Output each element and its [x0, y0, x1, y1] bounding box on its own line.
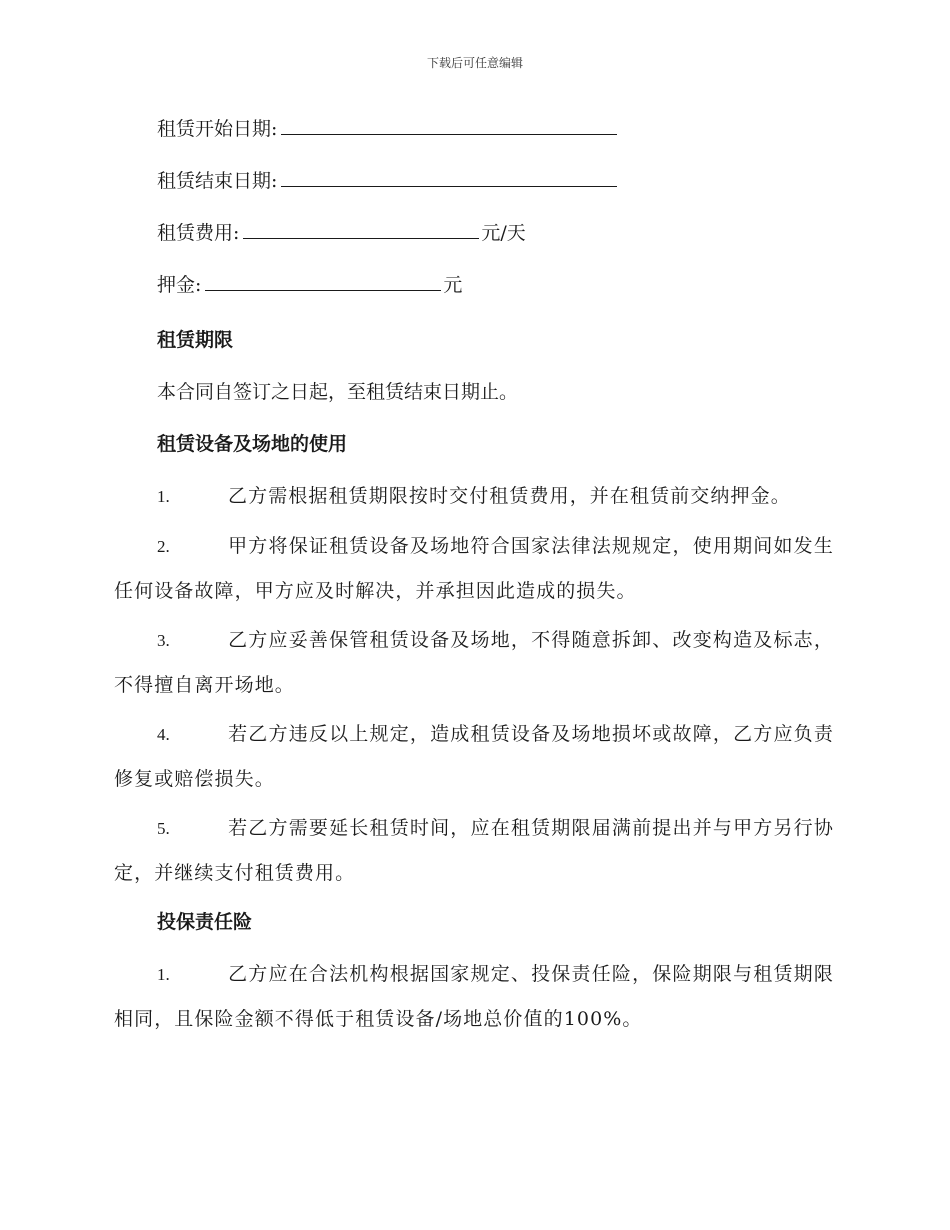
blank-line-deposit [205, 266, 441, 291]
item-number: 4. [157, 725, 170, 744]
item-text: 乙方应妥善保管租赁设备及场地，不得随意拆卸、改变构造及标志，不得擅自离开场地。 [114, 629, 834, 696]
item-number: 5. [157, 819, 170, 838]
item-text: 乙方应在合法机构根据国家规定、投保责任险，保险期限与租赁期限相同，且保险金额不得低于租赁设备/场地总价值的100%。 [114, 963, 834, 1030]
field-label: 押金: [157, 274, 202, 296]
field-label: 租赁费用: [157, 222, 240, 244]
field-label: 租赁开始日期: [157, 118, 278, 140]
item-number: 1. [157, 487, 170, 506]
blank-line-rent-fee [243, 214, 479, 239]
document-body [114, 110, 834, 1046]
usage-item-3 [114, 618, 834, 707]
section-heading-term: 租赁期限 [157, 329, 234, 351]
field-start-date [114, 110, 834, 162]
usage-item-4 [114, 712, 834, 801]
insurance-item-1 [114, 952, 834, 1041]
blank-line-end-date [281, 162, 617, 187]
item-number: 2. [157, 537, 170, 556]
field-suffix: 元/天 [481, 222, 526, 244]
item-number: 3. [157, 631, 170, 650]
item-text: 甲方将保证租赁设备及场地符合国家法律法规规定，使用期间如发生任何设备故障，甲方应及时解决，并承担因此造成的损失。 [114, 535, 834, 602]
term-text: 本合同自签订之日起，至租赁结束日期止。 [157, 381, 519, 403]
field-deposit [114, 266, 834, 318]
usage-item-1 [114, 474, 834, 519]
item-text: 乙方需根据租赁期限按时交付租赁费用，并在租赁前交纳押金。 [228, 485, 791, 507]
page-header: 下载后可任意编辑 [426, 56, 523, 70]
section-heading-insurance: 投保责任险 [157, 911, 253, 933]
field-rent-fee [114, 214, 834, 266]
field-suffix: 元 [443, 274, 463, 296]
field-end-date [114, 162, 834, 214]
usage-item-5 [114, 806, 834, 895]
item-text: 若乙方需要延长租赁时间，应在租赁期限届满前提出并与甲方另行协定，并继续支付租赁费用。 [114, 817, 834, 884]
section-heading-usage: 租赁设备及场地的使用 [157, 433, 348, 455]
usage-item-2 [114, 524, 834, 613]
blank-line-start-date [281, 110, 617, 135]
item-number: 1. [157, 965, 170, 984]
item-text: 若乙方违反以上规定，造成租赁设备及场地损坏或故障，乙方应负责修复或赔偿损失。 [114, 723, 834, 790]
field-label: 租赁结束日期: [157, 170, 278, 192]
